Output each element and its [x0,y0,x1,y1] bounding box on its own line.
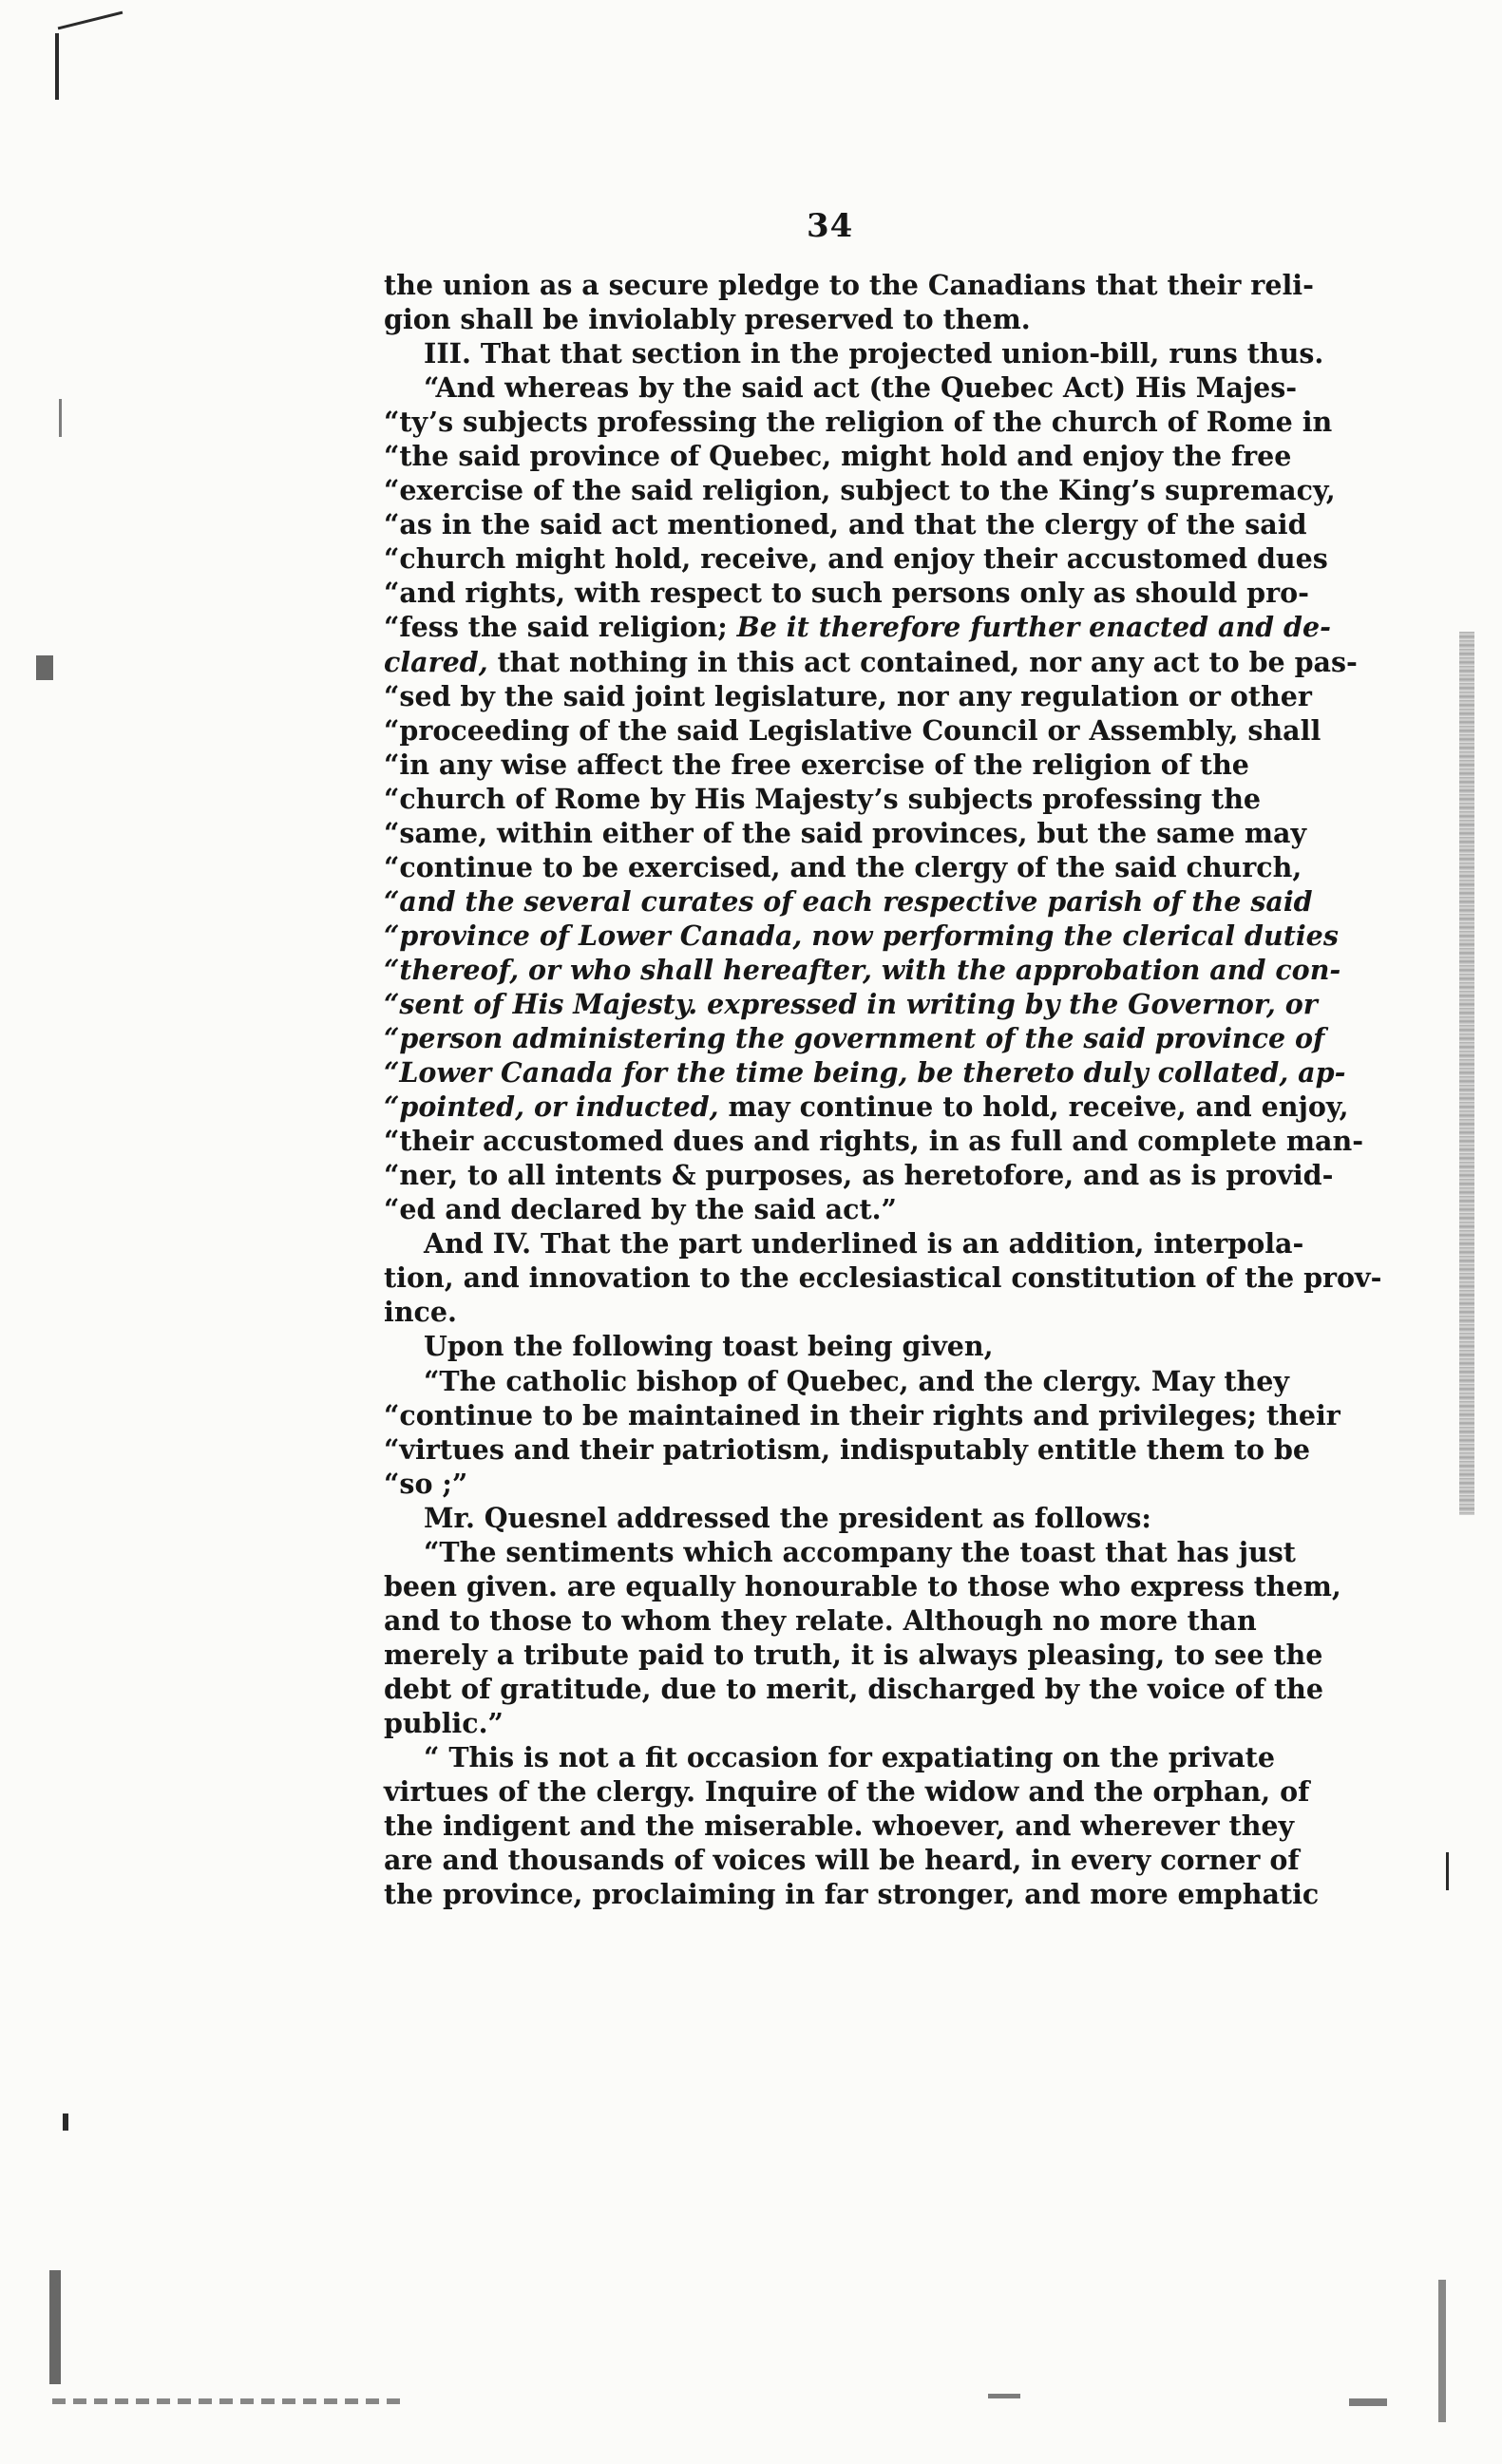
text-line: “sed by the said joint legislature, nor any regulation or other [384,679,1312,712]
text-line: “Lower Canada for the time being, be thereto duly collated, ap- [384,1056,1346,1090]
text-line: “in any wise affect the free exercise of the religion of the [384,748,1249,781]
text-line: “proceeding of the said Legislative Council or Assembly, shall [384,713,1321,747]
text-line: “and rights, with respect to such persons only as should pro- [384,577,1309,610]
text-line: debt of gratitude, due to merit, discharged by the voice of the [384,1672,1324,1705]
text-line: “the said province of Quebec, might hold and enjoy the free [384,440,1292,473]
text-line: tion, and innovation to the ecclesiastical constitution of the prov- [384,1261,1382,1295]
text-line: “province of Lower Canada, now performing the clerical duties [384,919,1339,952]
text-line: Upon the following toast being given, [424,1330,994,1363]
text-line: public.” [384,1706,504,1739]
text-line: and to those to whom they relate. Although no more than [384,1603,1257,1637]
text-line: III. That that section in the projected union-bill, runs thus. [424,337,1324,370]
text-line: “ed and declared by the said act.” [384,1193,897,1226]
text-line: And IV. That the part underlined is an addition, interpola- [424,1227,1304,1260]
text-line: “person administering the government of the said province of [384,1022,1325,1055]
text-line: “The catholic bishop of Quebec, and the clergy. May they [424,1364,1289,1397]
text-line: “virtues and their patriotism, indisputably entitle them to be [384,1432,1311,1466]
text-line: “ This is not a fit occasion for expatiating on the private [424,1741,1275,1774]
text-line: “church might hold, receive, and enjoy their accustomed dues [384,542,1328,576]
page-number: 34 [807,207,854,245]
text-line: “exercise of the said religion, subject to the King’s supremacy, [384,474,1336,507]
text-line: Mr. Quesnel addressed the president as follows: [424,1501,1151,1534]
scan-bottom-artifact [52,2398,404,2404]
text-line: “thereof, or who shall hereafter, with the approbation and con- [384,953,1341,986]
text-line: ince. [384,1296,457,1329]
text-line: the indigent and the miserable. whoever, and wherever they [384,1810,1295,1843]
text-line: the province, proclaiming in far stronger, and more emphatic [384,1878,1320,1911]
text-line: “same, within either of the said provinces, but the same may [384,816,1307,849]
scan-speck [988,2394,1020,2398]
text-line: “church of Rome by His Majesty’s subjects professing the [384,782,1262,815]
scan-speck [1438,2280,1446,2422]
text-line: gion shall be inviolably preserved to them. [384,303,1031,336]
roman-run: “fess the said religion; [384,611,728,644]
text-line: “sent of His Majesty. expressed in writing by the Governor, or [384,987,1318,1020]
text-line: “and the several curates of each respective parish of the said [384,884,1313,918]
scan-speck [58,11,124,30]
text-line: “The sentiments which accompany the toast that has just [424,1535,1296,1568]
roman-run: that nothing in this act contained, nor any act to be pas- [487,645,1358,678]
body-text [384,268,1382,1911]
text-line [384,1090,1349,1124]
italic-run: clared, [384,645,488,678]
italic-run: Be it therefore further enacted and de- [727,611,1331,644]
scan-speck [1446,1852,1449,1890]
text-line: been given. are equally honourable to those who express them, [384,1569,1341,1602]
scan-edge-artifact [1459,632,1474,1515]
text-line: are and thousands of voices will be heard, in every corner of [384,1844,1300,1877]
text-line: “their accustomed dues and rights, in as full and complete man- [384,1125,1364,1158]
scan-speck [59,399,62,437]
text-line [384,610,1331,644]
scan-speck [1349,2398,1387,2406]
scan-speck [49,2270,61,2384]
roman-run: may continue to hold, receive, and enjoy, [718,1090,1349,1124]
italic-run: “pointed, or inducted, [384,1090,719,1124]
text-line: virtues of the clergy. Inquire of the widow and the orphan, of [384,1775,1310,1809]
text-line: “continue to be maintained in their rights and privileges; their [384,1398,1340,1431]
text-line: the union as a secure pledge to the Canadians that their reli- [384,269,1314,301]
text-line: merely a tribute paid to truth, it is always pleasing, to see the [384,1638,1323,1671]
scan-speck [63,2113,68,2131]
text-line: “so ;” [384,1467,468,1500]
scan-speck [55,33,59,100]
text-line: “And whereas by the said act (the Quebec Act) His Majes- [424,371,1298,405]
text-line: “continue to be exercised, and the clergy of the said church, [384,850,1302,883]
scan-speck [36,655,53,680]
text-line: “ty’s subjects professing the religion of the church of Rome in [384,406,1333,439]
text-line: “ner, to all intents & purposes, as heretofore, and as is provid- [384,1159,1334,1192]
text-line [384,645,1358,679]
text-line: “as in the said act mentioned, and that the clergy of the said [384,508,1307,541]
